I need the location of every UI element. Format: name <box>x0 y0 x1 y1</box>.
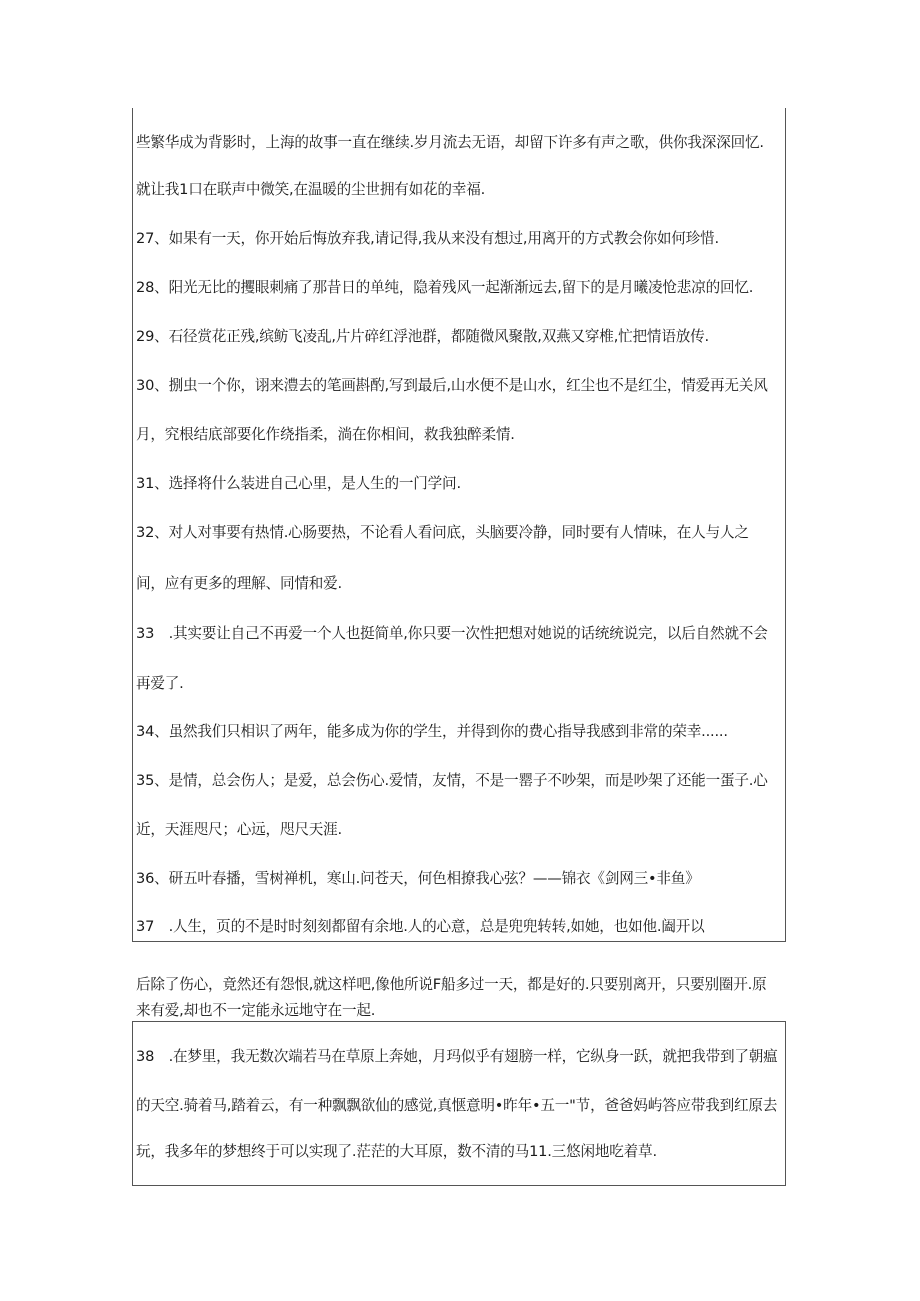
text-line-1: 些繁华成为背影时，上海的故事一直在继续.岁月流去无语，却留下许多有声之歌，供你我深深回忆. <box>136 134 764 151</box>
text-line-9: 32、对人对事要有热情.心肠要热，不论看人看问底，头脑要冷静，同时要有人情味，在人与人之 <box>136 524 749 541</box>
text-line-2: 就让我1口在联声中微笑,在温暖的尘世拥有如花的幸福. <box>136 181 486 198</box>
text-line-20: 38 .在梦里，我无数次端若马在草原上奔她，月玛似乎有翅膀一样，它纵身一跃，就把我带到了朝瘟 <box>136 1048 778 1065</box>
text-line-18: 后除了伤心，竟然还有怨恨,就这样吧,像他所说F船多过一天，都是好的.只要别离开，只要别圈开.原 <box>136 976 767 993</box>
text-line-4: 28、阳光无比的攫眼刺痛了那昔日的单纯，隐着残风一起渐渐远去,留下的是月曦凌怆悲凉的回忆. <box>136 279 754 296</box>
text-line-17: 37 .人生，页的不是时时刻刻都留有余地.人的心意，总是兜兜转转,如她，也如他.阖开以 <box>136 918 705 935</box>
text-line-19: 来有爱,却也不一定能永远地守在一起. <box>136 1002 376 1019</box>
text-line-21: 的天空.骑着马,踏着云，有一种飘飘欲仙的感觉,真惬意明•昨年•五一"节，爸爸妈屿答应带我到红原去 <box>136 1097 778 1114</box>
text-line-11: 33 .其实要让自己不再爱一个人也挺简单,你只要一次性把想对她说的话统统说完，以后自然就不会 <box>136 625 768 642</box>
text-line-6: 30、捌虫一个你，诩来澧去的笔画斟酌,写到最后,山水便不是山水，红尘也不是红尘，情爱再无关风 <box>136 377 768 394</box>
text-line-13: 34、虽然我们只相识了两年，能多成为你的学生，并得到你的费心指导我感到非常的荣幸...... <box>136 723 728 740</box>
text-line-12: 再爱了. <box>136 675 184 692</box>
text-line-7: 月，究根结底部要化作绕指柔，淌在你相间，救我独醉柔情. <box>136 426 515 443</box>
text-line-8: 31、选择将什么装进自己心里，是人生的一门学问. <box>136 475 461 492</box>
text-line-16: 36、研五叶春播，雪树禅机，寒山.问苍天，何色相撩我心弦？——锦衣《剑网三•非鱼》 <box>136 870 700 887</box>
text-line-15: 近，天涯咫尺；心远，咫尺天涯. <box>136 821 342 838</box>
text-line-10: 间，应有更多的理解、同情和爱. <box>136 575 342 592</box>
text-line-3: 27、如果有一天，你开始后悔放弃我,请记得,我从来没有想过,用离开的方式教会你如何珍惜. <box>136 230 719 247</box>
text-line-5: 29、石径赏花正残,缤鲂飞凌乱,片片碎红浮池群，都随微风聚散,双燕又穿椎,忙把情语放传. <box>136 328 709 345</box>
text-line-22: 玩，我多年的梦想终于可以实现了.茫茫的大耳原，数不清的马11.三悠闲地吃着草. <box>136 1143 657 1160</box>
text-line-14: 35、是情，总会伤人；是爱，总会伤心.爱情，友情，不是一罂子不吵架，而是吵架了还能一蛋子.心 <box>136 772 768 789</box>
